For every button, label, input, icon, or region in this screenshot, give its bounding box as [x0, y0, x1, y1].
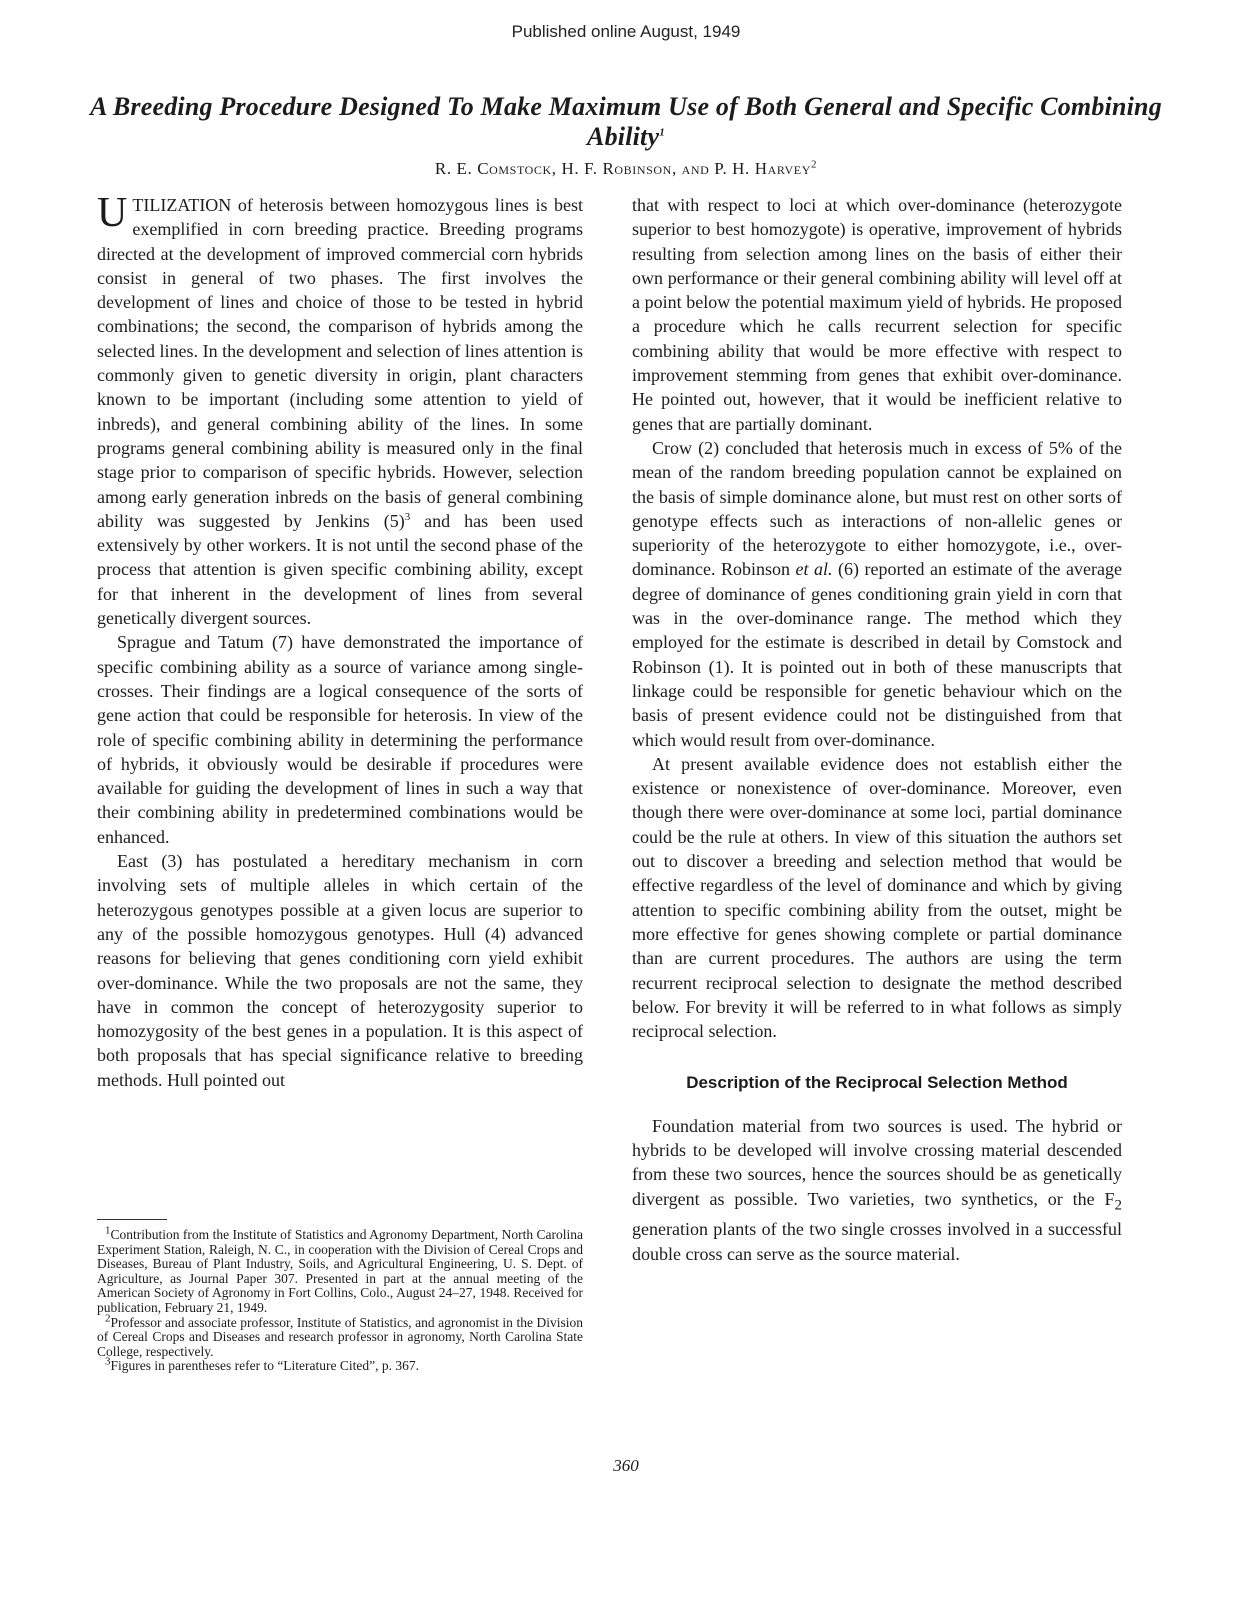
author-names: R. E. Comstock, H. F. Robinson, and P. H. Harvey — [434, 159, 811, 178]
author-footnote-mark: 2 — [811, 158, 818, 171]
title-footnote-mark: 1 — [659, 126, 665, 139]
footnote-2: $^2$Professor and associate professor, Institute of Statistics, and agronomist in the Division of Cereal Crops and Diseases and research professor in agronomy, North Carolina State College, respectively. — [97, 1312, 583, 1359]
drop-cap: U — [97, 190, 128, 236]
paragraph-sprague: Sprague and Tatum (7) have demonstrated the importance of specific combining ability as a source of variance among single-crosses. Their findings are a logical consequence of the sorts of gene action that could be responsible for heterosis. In view of the role of specific combining ability in determining the performance of hybrids, it obviously would be desirable if procedures were available for guiding the development of lines in such a way that their combining ability in predetermined combinations would be enhanced. — [97, 632, 583, 847]
right-column — [632, 193, 1122, 1266]
paragraph-foundation: Foundation material from two sources is used. The hybrid or hybrids to be developed will involve crossing material descended from these two sources, hence the sources should be as genetically divergent as possible. Two varieties, two synthetics, or the $F_2$ generation plants of the two single crosses involved in a successful double cross can serve as the source material. — [632, 1115, 1122, 1264]
paragraph-hull-continued: that with respect to loci at which over-dominance (heterozygote superior to best homozygote) is operative, improvement of hybrids resulting from selection among lines on the basis of either their own performance or their general combining ability will level off at a point below the potential maximum yield of hybrids. He proposed a procedure which he calls recurrent selection for specific combining ability that would be more effective with respect to improvement stemming from genes that exhibit over-dominance. He pointed out, however, that it would be inefficient relative to genes that are partially dominant. — [632, 195, 1122, 434]
article-title — [80, 92, 1172, 152]
footnote-ref-3: 3 — [404, 510, 411, 523]
publication-banner: Published online August, 1949 — [511, 22, 741, 41]
author-line — [0, 159, 1252, 179]
page-number: 360 — [613, 1456, 639, 1475]
paragraph-east: East (3) has postulated a hereditary mechanism in corn involving sets of multiple alleles in which certain of the heterozygous genotypes possible at a given locus are superior to any of the possible homozygous genotypes. Hull (4) advanced reasons for believing that genes conditioning corn yield exhibit over-dominance. While the two proposals are not the same, they have in common the concept of heterozygosity superior to homozygosity of the best genes in a population. It is this aspect of both proposals that has special significance relative to breeding methods. Hull pointed out — [97, 851, 583, 1090]
paragraph-present-evidence: At present available evidence does not establish either the existence or nonexistence of over-dominance. Moreover, even though there were over-dominance at some loci, partial dominance could be the rule at others. In view of this situation the authors set out to discover a breeding and selection method that would be effective regardless of the level of dominance and which by giving attention to specific combining ability from the outset, might be more effective for genes showing complete or partial dominance than are current procedures. The authors are using the term recurrent reciprocal selection to designate the method described below. For brevity it will be referred to in what follows as simply reciprocal selection. — [632, 753, 1122, 1042]
section-heading: Description of the Reciprocal Selection Method — [686, 1073, 1068, 1093]
footnote-1: $^1$Contribution from the Institute of Statistics and Agronomy Department, North Carolina Experiment Station, Raleigh, N. C., in cooperation with the Division of Cereal Crops and Diseases, Bureau of Plant Industry, Soils, and Agricultural Engineering, U. S. Dept. of Agriculture, as Journal Paper 307. Presented in part at the annual meeting of the American Society of Agronomy in Fort Collins, Colo., August 24–27, 1948. Received for publication, February 21, 1949. — [97, 1224, 583, 1315]
intro-paragraph: UTILIZATION of heterosis between homozygous lines is best exemplified in corn breeding practice. Breeding programs directed at the development of improved commercial corn hybrids consist in general of two phases. The first involves the development of lines and choice of those to be tested in hybrid combinations; the second, the comparison of hybrids among the selected lines. In the development and selection of lines attention is commonly given to genetic diversity in origin, plant characters known to be important (including some attention to yield of inbreds), and general combining ability of the lines. In some programs general combining ability is measured only in the final stage prior to comparison of specific hybrids. However, selection among early generation inbreds on the basis of general combining ability was suggested by Jenkins $(5)^3$ and has been used extensively by other workers. It is not until the second phase of the process that attention is given specific combining ability, except for that inherent in the development of lines from several genetically divergent sources. — [97, 190, 583, 629]
article-title-text: A Breeding Procedure Designed To Make Maximum Use of Both General and Specific Combining Ability — [90, 92, 1162, 151]
left-column — [97, 190, 583, 1092]
paragraph-crow: Crow (2) concluded that heterosis much in excess of 5% of the mean of the random breeding population cannot be explained on the basis of simple dominance alone, but must rest on other sorts of genotype effects such as interactions of non-allelic genes or superiority of the heterozygote to either homozygote, i.e., over-dominance. Robinson et al. (6) reported an estimate of the average degree of dominance of genes conditioning grain yield in corn that was in the over-dominance range. The method which they employed for the estimate is described in detail by Comstock and Robinson (1). It is pointed out in both of these manuscripts that linkage could be responsible for genetic behaviour which on the basis of present evidence could not be distinguished from that which would result from over-dominance. — [632, 437, 1122, 750]
footnote-rule — [97, 1219, 167, 1220]
footnote-3: $^3$Figures in parentheses refer to “Literature Cited”, p. 367. — [105, 1355, 420, 1374]
footnotes — [97, 1224, 583, 1374]
